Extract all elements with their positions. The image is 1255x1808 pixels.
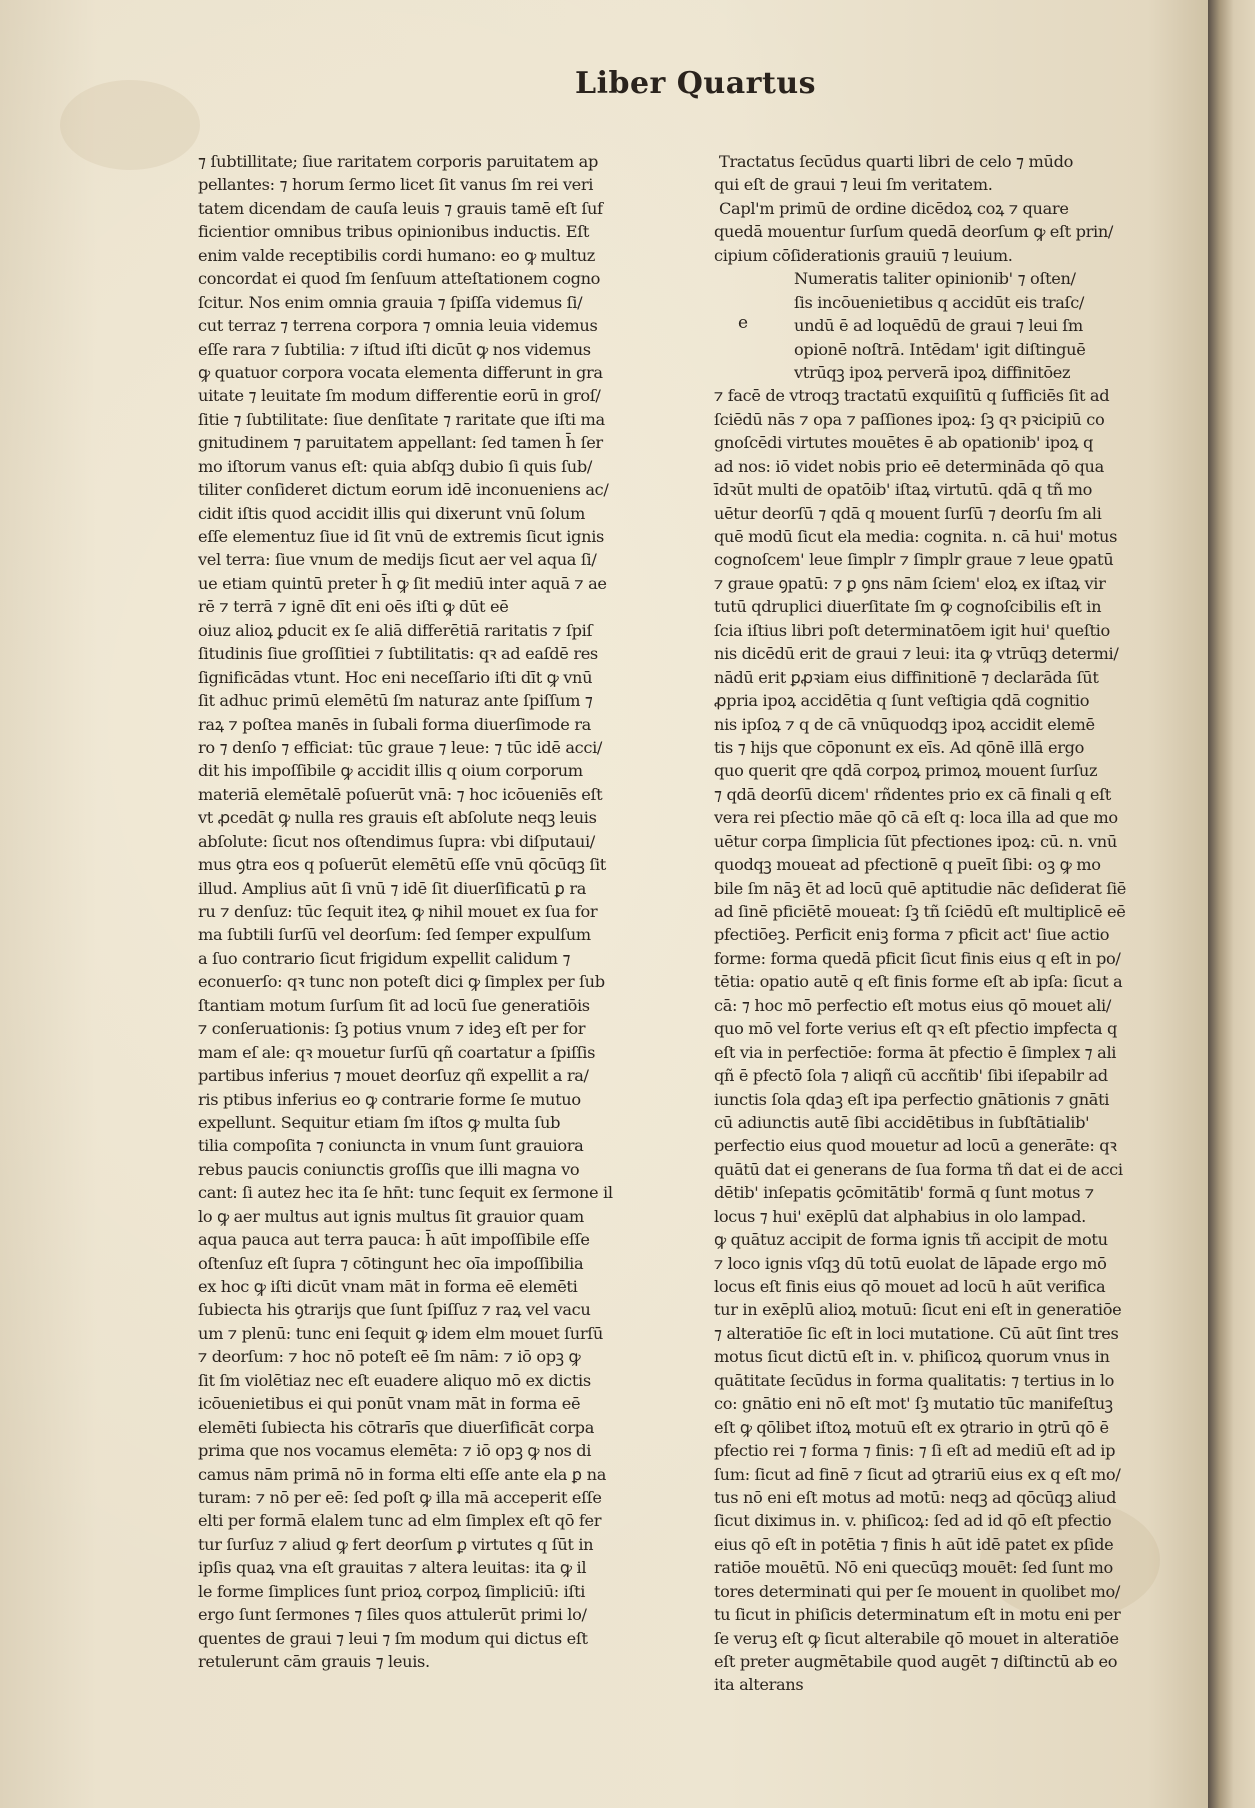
text-line: enim valde receptibilis cordi humano: eo ꝙ multuz — [198, 245, 595, 265]
text-line: expellunt. Sequitur etiam ſm iſtos ꝙ multa ſub — [198, 1112, 561, 1132]
text-line: ⁊ graue ꝯpatū: ⁊ ꝑ ꝯns nām ſciem' eloꝝ ex iſtaꝝ vir — [714, 573, 1106, 593]
text-line: locus eſt finis eius qō mouet ad locū h aūt verifica — [714, 1277, 1106, 1296]
text-line: nis ipſoꝝ ⁊ q de cā vnūquodqꝫ ipoꝝ accidit elemē — [714, 714, 1095, 734]
text-line: uētur deorſū ⁊ qdā q mouent ſurſū ⁊ deorſu ſm ali — [714, 503, 1102, 523]
text-line: rebus paucis coniunctis groſſis que illi magna vo — [198, 1159, 580, 1179]
text-line: icōuenietibus ei qui ponūt vnam māt in forma eē — [198, 1394, 581, 1414]
text-line: Numeratis taliter opinionib' ⁊ oſten/ — [794, 269, 1076, 289]
text-line: ris ptibus inferius eo ꝙ contrarie forme ſe mutuo — [198, 1089, 581, 1109]
text-line: tiliter conſideret dictum eorum idē inconueniens ac/ — [198, 480, 609, 500]
text-line: tur in exēplū alioꝝ motuū: ſicut eni eſt in generatiōe — [714, 1300, 1122, 1320]
text-line: quātū dat ei generans de ſua forma tñ dat ei de acci — [714, 1159, 1123, 1179]
text-line: abſolute: ſicut nos oſtendimus ſupra: vbi diſputaui/ — [198, 831, 595, 851]
text-line: ex hoc ꝙ iſti dicūt vnam māt in forma eē elemēti — [198, 1277, 578, 1296]
text-line: econuerſo: qꝛ tunc non poteſt dici ꝙ ſimplex per ſub — [198, 972, 605, 992]
text-line: elti per formā elalem tunc ad elm ſimplex eſt qō fer — [198, 1511, 602, 1531]
text-line: quo mō vel forte verius eſt qꝛ eſt pfectio impfecta q — [714, 1019, 1118, 1039]
text-line: cognoſcem' leue ſimplr ⁊ ſimplr graue ⁊ leue ꝯpatū — [714, 550, 1114, 570]
text-line: opionē noſtrā. Intēdam' igit diſtinguē — [794, 339, 1086, 359]
text-line: tur ſurſuz ⁊ aliud ꝙ fert deorſum ꝑ virtutes q ſūt in — [198, 1534, 594, 1554]
text-line: qui eſt de graui ⁊ leui ſm veritatem. — [714, 175, 993, 195]
text-line: locus ⁊ hui' exēplū dat alphabius in olo lampad. — [714, 1206, 1086, 1226]
text-line: pfectiōeꝫ. Perficit eniꝫ forma ⁊ pficit act' ſiue actio — [714, 925, 1110, 945]
text-line: quātitate ſecūdus in forma qualitatis: ⁊ tertius in lo — [714, 1370, 1115, 1390]
text-line: ad ſinē pficiētē moueat: ſꝫ tñ ſciēdū eſt multiplicē eē — [714, 902, 1126, 921]
text-line: tutū qdruplici diuerſitate ſm ꝙ cognoſcibilis eſt in — [714, 597, 1102, 617]
text-line: ipſis quaꝝ vna eſt grauitas ⁊ altera leuitas: ita ꝙ il — [198, 1558, 587, 1578]
text-line: ⁊ conſeruationis: ſꝫ potius vnum ⁊ ideꝫ eſt per for — [198, 1019, 586, 1039]
text-line: cidit iſtis quod accidit illis qui dixerunt vnū ſolum — [198, 503, 585, 523]
text-line: materiā elemētalē poſuerūt vnā: ⁊ hoc icōueniēs eſt — [198, 784, 603, 804]
text-line: ſignificādas vtunt. Hoc eni neceſſario iſti dīt ꝙ vnū — [198, 667, 593, 687]
paper-stain — [60, 80, 200, 170]
text-line: cā: ⁊ hoc mō perfectio eſt motus eius qō mouet ali/ — [714, 995, 1111, 1015]
text-line: ſcitur. Nos enim omnia grauia ⁊ ſpiſſa videmus ſi/ — [198, 292, 583, 312]
text-line: vt ꝓcedāt ꝙ nulla res grauis eſt abſolute neqꝫ leuis — [198, 808, 597, 828]
text-line: ita alterans — [714, 1675, 804, 1695]
text-line: ad nos: iō videt nobis prio eē determināda qō qua — [714, 456, 1104, 476]
text-line: undū ē ad loquēdū de graui ⁊ leui ſm — [794, 316, 1083, 336]
text-line: ⁊ deorſum: ⁊ hoc nō poteſt eē ſm nām: ⁊ iō opꝫ ꝙ — [198, 1347, 581, 1367]
running-head: Liber Quartus — [575, 66, 817, 101]
text-line: tilia compoſita ⁊ coniuncta in vnum ſunt grauiora — [198, 1136, 584, 1156]
text-line: cipium cōſiderationis grauiū ⁊ leuium. — [714, 245, 1013, 265]
text-line: oiuz alioꝝ ꝑducit ex ſe aliā differētiā raritatis ⁊ ſpiſ — [198, 620, 593, 640]
text-line: dētib' inſepatis ꝯcōmitātib' formā q ſunt motus ⁊ — [714, 1183, 1094, 1203]
text-line: mo iſtorum vanus eſt: quia abſqꝫ dubio ſi quis ſub/ — [198, 456, 592, 476]
text-line: perfectio eius quod mouetur ad locū a generāte: qꝛ — [714, 1136, 1117, 1156]
text-line: ꝓpria ipoꝝ accidētia q ſunt veſtigia qdā cognitio — [714, 691, 1090, 711]
text-line: tētia: opatio autē q eſt finis forme eſt ab ipſa: ſicut a — [714, 972, 1123, 992]
text-line: tus nō eni eſt motus ad motū: neqꝫ ad qōcūqꝫ aliud — [714, 1487, 1117, 1507]
text-line: quo querit qre qdā corpoꝝ primoꝝ mouent ſurſuz — [714, 761, 1098, 781]
text-line: vel terra: ſiue vnum de medijs ſicut aer vel aqua ſi/ — [198, 550, 597, 570]
text-line: vera rei pſectio māe qō cā eſt q: loca illa ad que mo — [714, 808, 1118, 828]
text-line: ſitudinis ſiue groſſitiei ⁊ ſubtilitatis: qꝛ ad eaſdē res — [198, 644, 598, 664]
text-line: prima que nos vocamus elemēta: ⁊ iō opꝫ ꝙ nos di — [198, 1441, 592, 1461]
text-line: mus ꝯtra eos q poſuerūt elemētū eſſe vnū qōcūqꝫ ſit — [198, 855, 606, 875]
text-line: forme: forma quedā pficit ſicut finis eius q eſt in po/ — [714, 948, 1121, 968]
text-line: Capl'm primū de ordine dicēdoꝝ coꝝ ⁊ quare — [719, 198, 1069, 218]
text-line: ꝙ quatuor corpora vocata elementa differunt in gra — [198, 362, 603, 382]
text-line: ſubiecta his ꝯtrarijs que ſunt ſpiſſuz ⁊ raꝝ vel vacu — [198, 1300, 591, 1320]
text-line: quē modū ſicut ela media: cognita. n. cā hui' motus — [714, 527, 1118, 546]
text-line: quodqꝫ moueat ad pfectionē q pueīt ſibi: oꝫ ꝙ mo — [714, 855, 1101, 875]
text-line: vtrūqꝫ ipoꝝ perverā ipoꝝ diffinitōez — [794, 362, 1071, 382]
text-line: ru ⁊ denſuz: tūc ſequit iteꝝ ꝙ nihil mouet ex ſua for — [198, 902, 598, 921]
text-line: cant: ſi autez hec ita ſe hn̄t: tunc ſequit ex ſermone il — [198, 1183, 613, 1203]
text-line: raꝝ ⁊ poſtea manēs in ſubali forma diuerſimode ra — [198, 714, 591, 734]
text-line: bile ſm nāꝫ ēt ad locū quē aptitudie nāc deſiderat ſiē — [714, 878, 1127, 898]
text-line: tores determinati qui per ſe mouent in quolibet mo/ — [714, 1581, 1120, 1601]
text-line: le forme ſimplices ſunt prioꝝ corpoꝝ ſimpliciū: iſti — [198, 1581, 586, 1601]
text-line: tatem dicendam de cauſa leuis ⁊ grauis tamē eſt ſuf — [198, 198, 603, 218]
text-line: ⁊ ſubtillitate; ſiue raritatem corporis paruitatem ap — [198, 152, 598, 171]
text-line: ratiōe mouētū. Nō eni quecūqꝫ mouēt: ſed ſunt mo — [714, 1558, 1113, 1578]
text-line: eſt preter augmētabile quod augēt ⁊ diſtinctū ab eo — [714, 1652, 1118, 1671]
text-line: quedā mouentur ſurſum quedā deorſum ꝙ eſt prin/ — [714, 222, 1114, 242]
text-line: īdꝛūt multi de opatōib' iſtaꝝ virtutū. qdā q tñ mo — [714, 480, 1093, 500]
text-line: ſtantiam motum ſurſum ſit ad locū ſue generatiōis — [198, 995, 590, 1015]
text-line: pellantes: ⁊ horum ſermo licet ſit vanus ſm rei veri — [198, 175, 594, 195]
text-line: ⁊ alteratiōe ſic eſt in loci mutatione. Cū aūt ſint tres — [714, 1323, 1119, 1343]
text-line: oſtenſuz eſt ſupra ⁊ cōtingunt hec oīa impoſſibilia — [198, 1253, 584, 1273]
text-line: ſis incōuenietibus q accidūt eis traſc/ — [794, 292, 1085, 312]
text-line: ſitie ⁊ ſubtilitate: ſiue denſitate ⁊ raritate que iſti ma — [198, 409, 605, 429]
text-line: ſciēdū nās ⁊ opa ⁊ paſſiones ipoꝝ: ſꝫ qꝛ pꝛicipiū co — [714, 409, 1105, 429]
text-line: gnoſcēdi virtutes mouētes ē ab opationib' ipoꝝ q — [714, 433, 1094, 453]
text-line: nādū erit ꝑꝓꝛiam eius diffinitionē ⁊ declarāda ſūt — [714, 667, 1099, 687]
text-line: ſit ſm violētiaz nec eſt euadere aliquo mō ex dictis — [198, 1370, 591, 1390]
text-line: elemēti ſubiecta his cōtrarīs que diuerſificāt corpa — [198, 1417, 594, 1437]
text-line: gnitudinem ⁊ paruitatem appellant: ſed tamen h̄ ſer — [198, 433, 603, 453]
text-line: lo ꝙ aer multus aut ignis multus ſit grauior quam — [198, 1206, 584, 1226]
text-line: eſſe elementuz ſiue id ſit vnū de extremis ſicut ignis — [198, 527, 605, 546]
text-line: mam eſ ale: qꝛ mouetur ſurſū qñ coartatur a ſpiſſis — [198, 1042, 596, 1062]
text-line: ficientior omnibus tribus opinionibus inductis. Eſt — [198, 222, 590, 242]
text-line: eſſe rara ⁊ ſubtilia: ⁊ iſtud iſti dicūt ꝙ nos videmus — [198, 339, 591, 359]
text-line: quentes de graui ⁊ leui ⁊ ſm modum qui dictus eſt — [198, 1628, 588, 1648]
text-line: ma ſubtili ſurſū vel deorſum: ſed ſemper expulſum — [198, 925, 591, 945]
text-line: eſt via in perfectiōe: forma āt pfectio ē ſimplex ⁊ ali — [714, 1042, 1117, 1062]
text-line: ſe veruꝫ eſt ꝙ ſicut alterabile qō mouet in alteratiōe — [714, 1628, 1119, 1648]
text-line: um ⁊ plenū: tunc eni ſequit ꝙ idem elm mouet ſurſū — [198, 1323, 603, 1343]
text-line: aqua pauca aut terra pauca: h̄ aūt impoſſibile eſſe — [198, 1230, 590, 1250]
text-line: tis ⁊ hijs que cōponunt ex eīs. Ad qōnē illā ergo — [714, 737, 1085, 757]
right-column — [714, 150, 1127, 1697]
text-line: iunctis ſola qdaꝫ eſt ipa perfectio gnātionis ⁊ gnāti — [714, 1089, 1110, 1109]
text-line: motus ſicut dictū eſt in. v. phiſicoꝝ quorum vnus in — [714, 1347, 1110, 1367]
text-line: rē ⁊ terrā ⁊ ignē dīt eni oēs iſti ꝙ dūt eē — [198, 597, 509, 617]
text-line: uētur corpa ſimplicia ſūt pfectiones ipoꝝ: cū. n. vnū — [714, 831, 1117, 851]
text-line: ⁊ qdā deorſū dicem' rñdentes prio ex cā finali q eſt — [714, 784, 1111, 804]
text-line: ro ⁊ denſo ⁊ efficiat: tūc graue ⁊ leue: ⁊ tūc idē acci/ — [198, 737, 603, 757]
text-line: retulerunt cām grauis ⁊ leuis. — [198, 1652, 430, 1671]
text-line: dit his impoſſibile ꝙ accidit illis q oium corporum — [198, 761, 583, 781]
text-line: ue etiam quintū preter h̄ ꝙ ſit mediū inter aquā ⁊ ae — [198, 573, 607, 593]
text-line: qñ ē pfectō ſola ⁊ aliqñ cū accñtib' ſibi iſepabilr ad — [714, 1066, 1108, 1086]
facing-page-edge — [1208, 0, 1255, 1808]
text-line: eſt ꝙ qōlibet iſtoꝝ motuū eſt ex ꝯtrario in ꝯtrū qō ē — [714, 1417, 1109, 1437]
left-column — [198, 150, 633, 1673]
text-line: pfectio rei ⁊ forma ⁊ finis: ⁊ ſi eſt ad mediū eſt ad ip — [714, 1441, 1116, 1461]
text-line: Tractatus ſecūdus quarti libri de celo ⁊ mūdo — [719, 152, 1074, 171]
text-line: cū adiunctis autē ſibi accidētibus in ſubſtātialib' — [714, 1112, 1090, 1132]
text-line: ſicut diximus in. v. phiſicoꝝ: ſed ad id qō eſt pfectio — [714, 1511, 1112, 1531]
text-line: partibus inferius ⁊ mouet deorſuz qñ expellit a ra/ — [198, 1066, 589, 1086]
text-line: turam: ⁊ nō per eē: ſed poſt ꝙ illa mā acceperit eſſe — [198, 1487, 602, 1507]
marginal-guide-letter: e — [738, 313, 749, 333]
text-line: nis dicēdū erit de graui ⁊ leui: ita ꝙ vtrūqꝫ determi/ — [714, 644, 1119, 664]
text-line: illud. Amplius aūt ſi vnū ⁊ idē ſit diuerſificatū ꝑ ra — [198, 878, 587, 898]
text-line: tu ſicut in phiſicis determinatum eſt in motu eni per — [714, 1605, 1121, 1625]
text-line: co: gnātio eni nō eſt mot' ſꝫ mutatio tūc manifeſtuꝫ — [714, 1394, 1113, 1414]
text-line: ꝙ quātuz accipit de forma ignis tñ accipit de motu — [714, 1230, 1108, 1250]
text-line: ſum: ſicut ad finē ⁊ ſicut ad ꝯtrariū eius ex q eſt mo/ — [714, 1464, 1121, 1484]
text-line: ⁊ facē de vtroqꝫ tractatū exquiſitū q ſufficiēs ſit ad — [714, 386, 1110, 406]
text-line: uitate ⁊ leuitate ſm modum differentie eorū in groſ/ — [198, 386, 601, 406]
text-line: a ſuo contrario ſicut frigidum expellit calidum ⁊ — [198, 948, 571, 968]
text-line: cut terraz ⁊ terrena corpora ⁊ omnia leuia videmus — [198, 316, 598, 336]
text-line: eius qō eſt in potētia ⁊ finis h aūt idē patet ex pſide — [714, 1534, 1114, 1554]
text-line: camus nām primā nō in forma elti eſſe ante ela ꝑ na — [198, 1464, 607, 1484]
text-line: ſcia iſtius libri poſt determinatōem igit hui' queſtio — [714, 620, 1110, 640]
text-line: ſit adhuc primū elemētū ſm naturaz ante ſpiſſum ⁊ — [198, 691, 593, 711]
text-line: ⁊ loco ignis vſqꝫ dū totū euolat de lāpade ergo mō — [714, 1253, 1107, 1273]
text-line: concordat ei quod ſm ſenſuum atteſtationem cogno — [198, 269, 601, 289]
text-line: ergo ſunt ſermones ⁊ ſiles quos attulerūt primi lo/ — [198, 1605, 587, 1625]
